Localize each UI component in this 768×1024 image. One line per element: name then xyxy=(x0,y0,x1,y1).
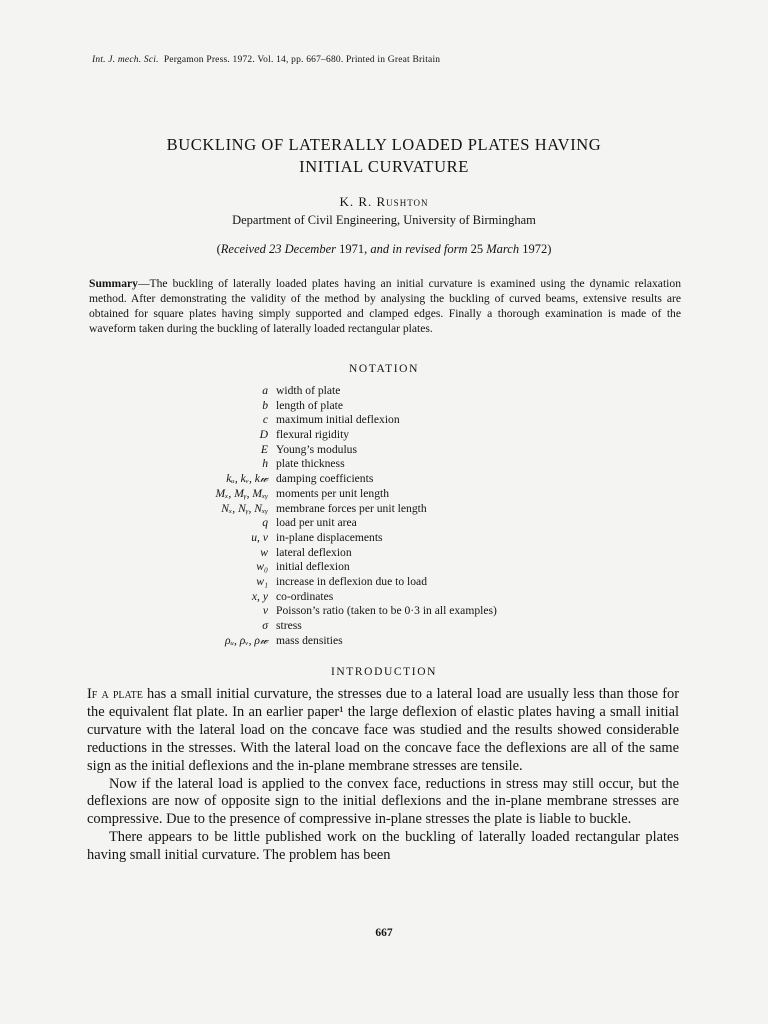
notation-description: plate thickness xyxy=(276,457,345,471)
notation-symbol: q xyxy=(262,516,268,530)
notation-symbol: x, y xyxy=(251,589,268,603)
notation-list xyxy=(0,384,768,648)
notation-symbol: Nₓ, Nᵧ, Nₓᵧ xyxy=(221,501,268,515)
received-month1: December xyxy=(284,242,336,256)
notation-row xyxy=(0,619,768,634)
notation-description: width of plate xyxy=(276,384,341,397)
journal-header xyxy=(92,55,440,65)
notation-row xyxy=(0,384,768,399)
notation-symbol: w₀ xyxy=(256,560,268,574)
intro-lead-in: If a plate xyxy=(87,686,143,702)
received-day2: 25 xyxy=(470,242,484,256)
notation-symbol: ν xyxy=(262,604,268,618)
title-line-2: INITIAL CURVATURE xyxy=(299,157,469,176)
notation-symbol: w xyxy=(260,545,268,559)
notation-row xyxy=(0,487,768,502)
notation-row xyxy=(0,413,768,428)
title-line-1: BUCKLING OF LATERALLY LOADED PLATES HAVING xyxy=(166,135,602,154)
intro-paragraph-1 xyxy=(87,686,679,776)
intro-paragraph-3: There appears to be little published work on the buckling of laterally loaded rectangular plates having small initial curvature. The problem has been xyxy=(87,829,679,864)
notation-symbol: h xyxy=(262,457,268,471)
author-initials: K. R. xyxy=(339,194,373,209)
notation-row xyxy=(0,502,768,517)
notation-description: initial deflexion xyxy=(276,560,350,574)
notation-row xyxy=(0,531,768,546)
notation-description: load per unit area xyxy=(276,516,357,530)
received-year2: 1972) xyxy=(522,242,552,256)
notation-symbol: ρᵤ, ρᵥ, ρ𝓌 xyxy=(225,633,268,647)
received-revised: and in revised form xyxy=(370,242,468,256)
notation-description: increase in deflexion due to load xyxy=(276,574,427,588)
notation-heading: NOTATION xyxy=(348,363,419,375)
notation-description: lateral deflexion xyxy=(276,545,352,559)
notation-symbol: Mₓ, Mᵧ, Mₓᵧ xyxy=(215,486,268,500)
journal-abbrev: Int. J. mech. Sci. xyxy=(92,55,159,65)
intro-paragraph-2: Now if the lateral load is applied to the convex face, reductions in stress may still occur, but the deflexions are now of opposite sign to the initial deflexions and the in-plane membrane stresses are compressive. Due to the presence of compressive in-plane stresses the plate is liable to buckle. xyxy=(87,775,679,828)
introduction-heading: INTRODUCTION xyxy=(330,666,438,678)
notation-row xyxy=(0,575,768,590)
notation-row xyxy=(0,443,768,458)
page-number: 667 xyxy=(375,927,393,939)
notation-row xyxy=(0,516,768,531)
notation-symbol: σ xyxy=(262,619,268,632)
notation-row xyxy=(0,604,768,619)
notation-symbol: E xyxy=(260,442,268,456)
notation-description: membrane forces per unit length xyxy=(276,501,427,515)
introduction-body xyxy=(87,686,679,865)
notation-description: Poisson’s ratio (taken to be 0·3 in all examples) xyxy=(276,604,497,618)
notation-symbol: c xyxy=(262,413,268,427)
notation-description: damping coefficients xyxy=(276,472,374,486)
notation-row xyxy=(0,472,768,487)
notation-row xyxy=(0,399,768,414)
notation-symbol: a xyxy=(262,384,268,397)
notation-row xyxy=(0,634,768,649)
notation-symbol: D xyxy=(259,428,268,442)
received-month2: March xyxy=(486,242,520,256)
notation-description: maximum initial deflexion xyxy=(276,413,400,427)
notation-symbol: w₁ xyxy=(256,574,268,588)
notation-symbol: kᵤ, kᵥ, k𝓌 xyxy=(226,472,268,486)
notation-symbol: b xyxy=(262,398,268,412)
paper-title xyxy=(0,134,768,178)
notation-row xyxy=(0,428,768,443)
affiliation: Department of Civil Engineering, University of Birmingham xyxy=(232,213,536,227)
notation-row xyxy=(0,457,768,472)
received-year1: 1971, xyxy=(339,242,368,256)
notation-description: moments per unit length xyxy=(276,486,390,500)
received-dates xyxy=(0,242,768,257)
notation-description: flexural rigidity xyxy=(276,428,350,442)
author xyxy=(0,194,768,210)
journal-info: Pergamon Press. 1972. Vol. 14, pp. 667–680. Printed in Great Britain xyxy=(163,55,441,65)
notation-description: in-plane displacements xyxy=(276,530,383,544)
notation-row xyxy=(0,590,768,605)
author-surname: Rushton xyxy=(376,194,429,209)
notation-symbol: u, v xyxy=(251,530,268,544)
notation-description: co-ordinates xyxy=(276,589,334,603)
notation-row xyxy=(0,546,768,561)
received-open: ( xyxy=(216,242,221,256)
received-part1: Received 23 xyxy=(220,242,282,256)
summary-label: Summary xyxy=(89,277,138,290)
notation-description: stress xyxy=(276,619,302,632)
notation-description: length of plate xyxy=(276,398,343,412)
notation-description: Young’s modulus xyxy=(276,442,357,456)
summary-text: —The buckling of laterally loaded plates having an initial curvature is examined using the dynamic relaxation method. After demonstrating the validity of the method by analysing the buckling of curved beams, extensive results are obtained for square plates having simply supported and clamped edges. Finally a thorough examination is made of the waveform taken during the buckling of laterally loaded rectangular plates. xyxy=(89,277,681,335)
summary-paragraph xyxy=(89,276,681,336)
notation-description: mass densities xyxy=(276,633,343,647)
intro-p1-text: has a small initial curvature, the stresses due to a lateral load are usually less than those for the equivalent flat plate. In an earlier paper¹ the large deflexion of elastic plates having a small initial curvature with the lateral load on the concave face was studied and the results showed considerable reductions in the stresses. With the lateral load on the concave face the deflexions are all of the same sign as the initial deflexions and the in-plane membrane stresses are tensile. xyxy=(87,686,679,774)
notation-row xyxy=(0,560,768,575)
